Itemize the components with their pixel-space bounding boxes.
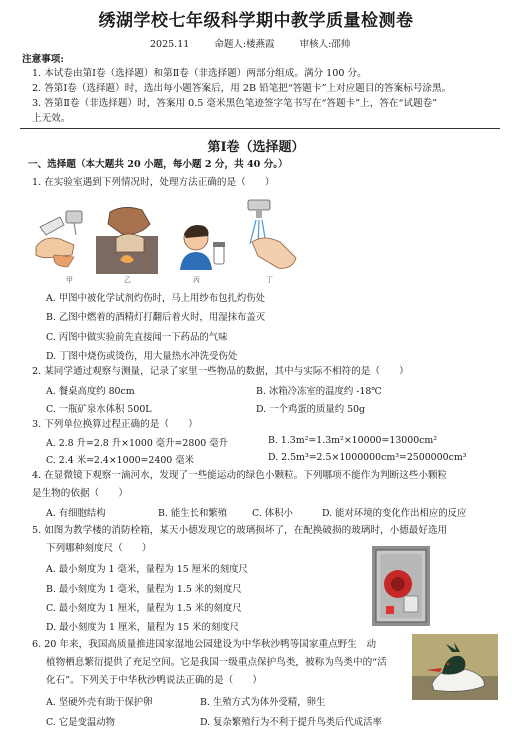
option: B. 乙图中燃着的酒精灯打翻后着火时，用湿抹布盖灭 xyxy=(46,312,266,323)
figure-label: 甲 xyxy=(66,276,73,284)
question-2-stem: 2. 某同学通过观察与测量，记录了家里一些物品的数据，其中与实际不相符的是（ ） xyxy=(32,366,409,377)
question-4-stem: 是生物的依据（ ） xyxy=(32,488,128,499)
figure-label: 丙 xyxy=(193,276,200,284)
question-1-stem: 1. 在实验室遇到下列情况时，处理方法正确的是（ ） xyxy=(32,177,275,188)
part-heading: 一、选择题（本大题共 20 小题，每小题 2 分，共 40 分。） xyxy=(28,159,288,170)
note-item: 2. 答第Ⅰ卷（选择题）时，选出每小题答案后，用 2B 铅笔把“答题卡”上对应题目的答案标号涂黑。 xyxy=(32,83,452,94)
figure-ding-burn-water xyxy=(244,198,308,274)
option: D. 一个鸡蛋的质量约 50g xyxy=(256,404,366,415)
divider xyxy=(20,128,500,129)
exam-reviewer: 审核人:邵帅 xyxy=(299,39,351,50)
option: A. 餐桌高度约 80cm xyxy=(46,386,135,397)
option: A. 有细胞结构 xyxy=(46,508,106,519)
option: A. 坚硬外壳有助于保护卵 xyxy=(46,697,153,708)
option: B. 能生长和繁殖 xyxy=(158,508,228,519)
question-3-stem: 3. 下列单位换算过程正确的是（ ） xyxy=(32,419,198,430)
option: D. 复杂繁殖行为不利于提升鸟类后代成活率 xyxy=(200,717,382,728)
option: C. 丙图中做实验前先直接闻一下药品的气味 xyxy=(46,332,228,343)
exam-date: 2025.11 xyxy=(150,39,190,50)
figure-bing-smelling xyxy=(176,220,228,270)
exam-author: 命题人:楼燕霞 xyxy=(214,39,275,50)
question-5-stem: 5. 如图为教学楼的消防栓箱，某天小德发现它的玻璃损坏了，在配换破损的玻璃时，小德最好选用 xyxy=(32,525,448,536)
notes-heading: 注意事项: xyxy=(22,54,64,65)
option: B. 1.3m²=1.3m²×10000=13000cm² xyxy=(268,435,438,446)
question-5-stem: 下列哪种刻度尺（ ） xyxy=(46,543,152,554)
option: B. 最小刻度为 1 毫米，量程为 1.5 米的刻度尺 xyxy=(46,584,242,595)
option: B. 生殖方式为体外受精，卵生 xyxy=(200,697,326,708)
option: A. 甲图中被化学试剂灼伤时，马上用纱布包扎灼伤处 xyxy=(46,293,265,304)
option: B. 冰箱冷冻室的温度约 -18℃ xyxy=(256,386,382,397)
option: D. 能对环境的变化作出相应的反应 xyxy=(322,508,467,519)
question-6-stem: 植物栖息繁衍提供了充足空间。它是我国一级重点保护鸟类，被称为鸟类中的“活 xyxy=(46,657,387,668)
option: D. 最小刻度为 1 厘米，量程为 15 米的刻度尺 xyxy=(46,622,239,633)
option: C. 一瓶矿泉水体积 500L xyxy=(46,404,152,415)
section-title: 第Ⅰ卷（选择题） xyxy=(207,140,305,155)
option: A. 2.8 升=2.8 升×1000 毫升=2800 毫升 xyxy=(46,438,229,449)
note-item: 上无效。 xyxy=(32,113,71,124)
option: C. 2.4 米=2.4×1000=2400 毫米 xyxy=(46,455,194,466)
question-6-stem: 化石”。下列关于中华秋沙鸭说法正确的是（ ） xyxy=(46,675,262,686)
option: C. 体积小 xyxy=(252,508,293,519)
option: C. 它是变温动物 xyxy=(46,717,116,728)
exam-meta xyxy=(150,36,372,50)
figure-jia-chemical-burn xyxy=(34,205,104,273)
option: A. 最小刻度为 1 毫米，量程为 15 厘米的刻度尺 xyxy=(46,564,248,575)
question-4-stem: 4. 在显微镜下观察一滴河水，发现了一些能运动的绿色小颗粒。下列哪项不能作为判断这些小颗粒 xyxy=(32,470,448,481)
option: C. 最小刻度为 1 厘米，量程为 1.5 米的刻度尺 xyxy=(46,603,242,614)
note-item: 1. 本试卷由第Ⅰ卷（选择题）和第Ⅱ卷（非选择题）两部分组成。满分 100 分。 xyxy=(32,68,367,79)
question-6-stem: 6. 20 年来，我国高质量推进国家湿地公园建设为中华秋沙鸭等国家重点野生 动 xyxy=(32,639,377,650)
figure-label: 丁 xyxy=(266,276,273,284)
option: D. 2.5m³=2.5×1000000cm³=2500000cm³ xyxy=(268,452,467,463)
exam-title: 绣湖学校七年级科学期中教学质量检测卷 xyxy=(98,11,414,31)
figure-merganser-duck xyxy=(412,634,498,700)
option: D. 丁图中烧伤或烫伤，用大量热水冲洗受伤处 xyxy=(46,351,238,362)
note-item: 3. 答第Ⅱ卷（非选择题）时，答案用 0.5 毫米黑色笔迹签字笔书写在“答题卡”上，答在“试题卷” xyxy=(32,98,438,109)
figure-label: 乙 xyxy=(124,276,131,284)
figure-yi-alcohol-lamp xyxy=(96,202,158,274)
figure-fire-hydrant-box xyxy=(372,546,430,626)
